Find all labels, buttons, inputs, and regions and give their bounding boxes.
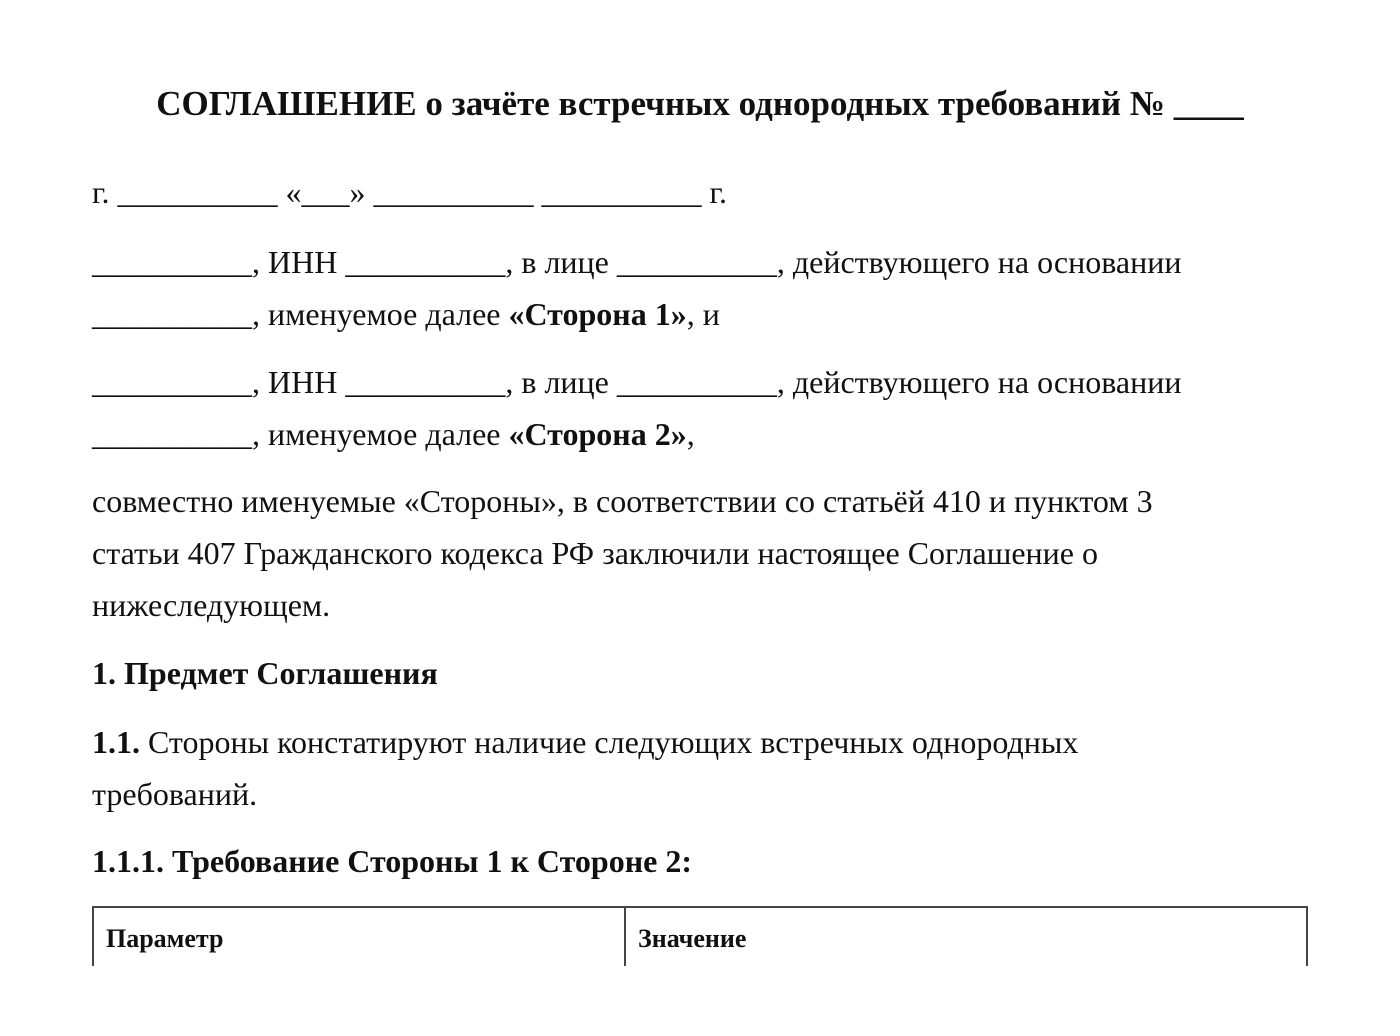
clause-1-1-number: 1.1.: [92, 724, 140, 760]
requirements-table: [92, 906, 1308, 966]
subsection-1-1-1-heading: 1.1.1. Требование Стороны 1 к Стороне 2:: [92, 843, 692, 879]
party-1-designation-suffix: , и: [686, 296, 720, 332]
clause-1-1: [92, 716, 1308, 820]
document-title: СОГЛАШЕНИЕ о зачёте встречных однородных требований № ____: [156, 84, 1244, 123]
party-1-designation-prefix: __________, именуемое далее: [92, 296, 509, 332]
party-2-label: «Сторона 2»: [508, 416, 687, 452]
party-1-designation: [92, 288, 1308, 340]
party-2-details: __________, ИНН __________, в лице __________, действующего на основании: [92, 364, 1182, 400]
clause-1-1-line: требований.: [92, 776, 258, 812]
date-place-line: г. __________ «___» __________ __________ г.: [92, 174, 728, 210]
clause-1-1-text: Стороны констатируют наличие следующих встречных однородных: [140, 724, 1079, 760]
table-header-parameter: Параметр: [94, 908, 626, 966]
party-1-block: [92, 236, 1308, 340]
clause-1-1-line: [92, 716, 1308, 768]
party-2-designation: [92, 408, 1308, 460]
preamble-line: нижеследующем.: [92, 587, 331, 623]
party-2-designation-prefix: __________, именуемое далее: [92, 416, 509, 452]
preamble-paragraph: [92, 475, 1308, 631]
section-1-heading: 1. Предмет Соглашения: [92, 655, 438, 691]
party-2-block: [92, 356, 1308, 460]
party-2-designation-suffix: ,: [686, 416, 695, 452]
preamble-line: совместно именуемые «Стороны», в соответствии со статьёй 410 и пунктом 3: [92, 483, 1153, 519]
table-header-value: Значение: [638, 924, 747, 953]
party-1-label: «Сторона 1»: [508, 296, 687, 332]
preamble-line: статьи 407 Гражданского кодекса РФ заключили настоящее Соглашение о: [92, 535, 1098, 571]
party-1-details: __________, ИНН __________, в лице __________, действующего на основании: [92, 244, 1182, 280]
